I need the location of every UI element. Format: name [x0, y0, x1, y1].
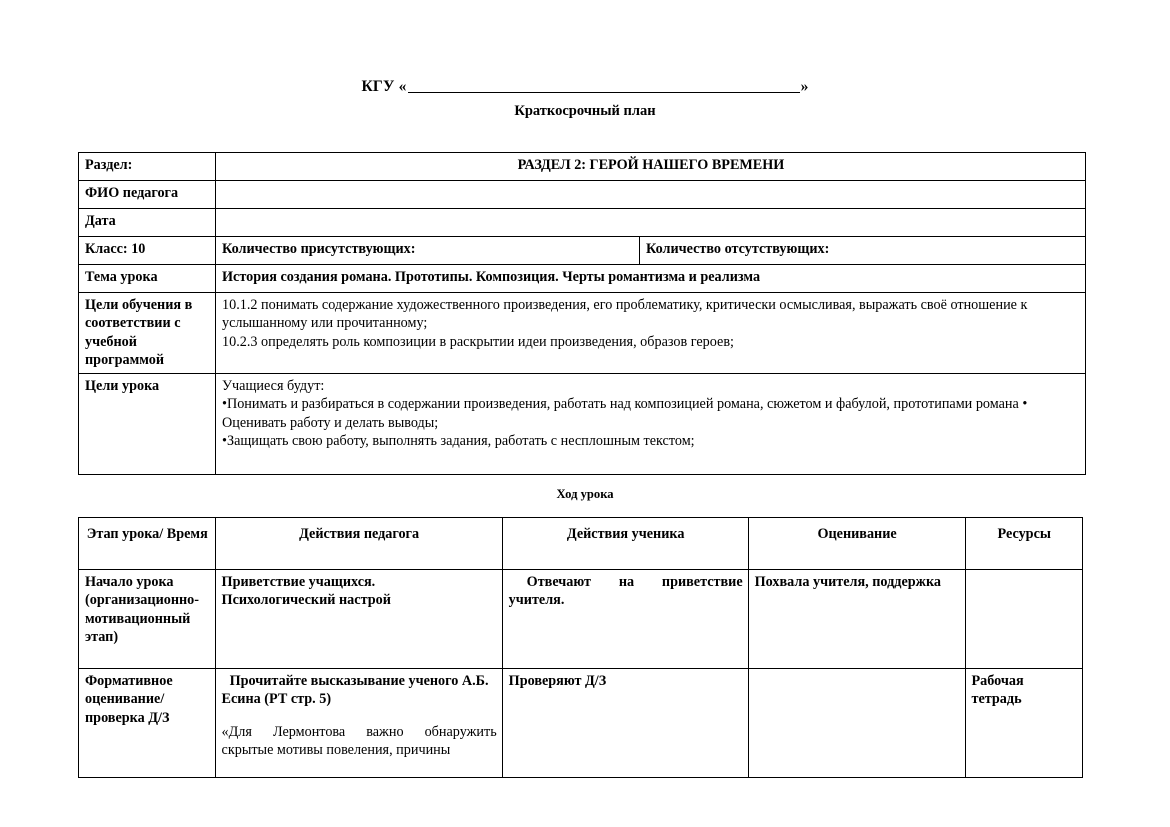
value-date[interactable]: [216, 209, 1086, 237]
table-row: [79, 570, 1083, 669]
document-subtitle: Краткосрочный план: [514, 103, 656, 119]
lesson-objective-2: Оценивать работу и делать выводы;: [222, 414, 439, 431]
label-learning-objectives: Цели обучения в соответствии с учебной программой: [79, 293, 216, 374]
label-teacher-name: ФИО педагога: [79, 181, 216, 209]
table-header-row: [79, 518, 1083, 570]
value-teacher-name[interactable]: [216, 181, 1086, 209]
institution-prefix: КГУ «: [361, 78, 407, 95]
learning-objective-1: 10.1.2 понимать содержание художественного произведения, его проблематику, критически осмысливая, выражать своё отношение к услышанному или прочитанному;: [222, 297, 1028, 332]
lesson-info-table: [78, 152, 1086, 475]
lesson-objective-3: •Защищать свою работу, выполнять задания, работать с несплошным текстом;: [222, 433, 695, 450]
teacher-action-line-1: Приветствие учащихся.: [221, 574, 376, 590]
cell-teacher-actions-start: [215, 570, 502, 669]
table-row-lesson-objectives: [79, 373, 1086, 474]
label-lesson-topic: Тема урока: [79, 265, 216, 293]
table-row: [79, 669, 1083, 778]
cell-assessment-start: Похвала учителя, поддержка: [748, 570, 965, 669]
lesson-objective-intro: Учащиеся будут:: [222, 377, 325, 394]
column-header-stage: Этап урока/ Время: [79, 518, 216, 570]
teacher-quote-text: «Для Лермонтова важно обнаружить скрытые мотивы повеления, причины: [221, 723, 497, 759]
cell-resources-start: [965, 570, 1083, 669]
lesson-flow-table: [78, 517, 1083, 778]
document-header: [0, 78, 1170, 120]
cell-assessment-formative: [748, 669, 965, 778]
cell-stage-start: Начало урока (организационно-мотивационный этап): [79, 570, 216, 669]
value-lesson-objectives: [216, 373, 1086, 474]
table-row-teacher-name: [79, 181, 1086, 209]
table-row-learning-objectives: [79, 293, 1086, 374]
table-row-date: [79, 209, 1086, 237]
label-lesson-objectives: Цели урока: [79, 373, 216, 474]
institution-suffix: »: [800, 78, 809, 95]
value-section: РАЗДЕЛ 2: ГЕРОЙ НАШЕГО ВРЕМЕНИ: [216, 153, 1086, 181]
column-header-teacher-actions: Действия педагога: [215, 518, 502, 570]
institution-blank-line: [408, 79, 800, 93]
label-absent-count[interactable]: Количество отсутствующих:: [640, 237, 1086, 265]
label-date: Дата: [79, 209, 216, 237]
cell-student-actions-start: Отвечают на приветствие учителя.: [502, 570, 748, 669]
label-present-count[interactable]: Количество присутствующих:: [216, 237, 640, 265]
table-row-lesson-topic: [79, 265, 1086, 293]
value-learning-objectives: [216, 293, 1086, 374]
cell-stage-formative: Формативное оценивание/проверка Д/З: [79, 669, 216, 778]
column-header-assessment: Оценивание: [748, 518, 965, 570]
teacher-task-title: Прочитайте высказывание ученого А.Б. Есина (РТ стр. 5): [221, 673, 489, 708]
cell-student-actions-formative: Проверяют Д/З: [502, 669, 748, 778]
institution-line: [0, 78, 1170, 96]
cell-resources-formative: Рабочая тетрадь: [965, 669, 1083, 778]
column-header-resources: Ресурсы: [965, 518, 1083, 570]
lesson-flow-caption: Ход урока: [556, 487, 614, 501]
learning-objective-2: 10.2.3 определять роль композиции в раскрытии идеи произведения, образов героев;: [222, 333, 734, 350]
table-row-section: [79, 153, 1086, 181]
column-header-student-actions: Действия ученика: [502, 518, 748, 570]
value-lesson-topic: История создания романа. Прототипы. Композиция. Черты романтизма и реализма: [216, 265, 1086, 293]
lesson-objective-1: •Понимать и разбираться в содержании произведения, работать над композицией романа, сюжетом и фабулой, прототипами романа •: [222, 396, 1028, 413]
teacher-action-line-2: Психологический настрой: [221, 592, 391, 609]
label-grade: Класс: 10: [79, 237, 216, 265]
label-section: Раздел:: [79, 153, 216, 181]
cell-teacher-actions-formative: [215, 669, 502, 778]
table-row-grade: [79, 237, 1086, 265]
